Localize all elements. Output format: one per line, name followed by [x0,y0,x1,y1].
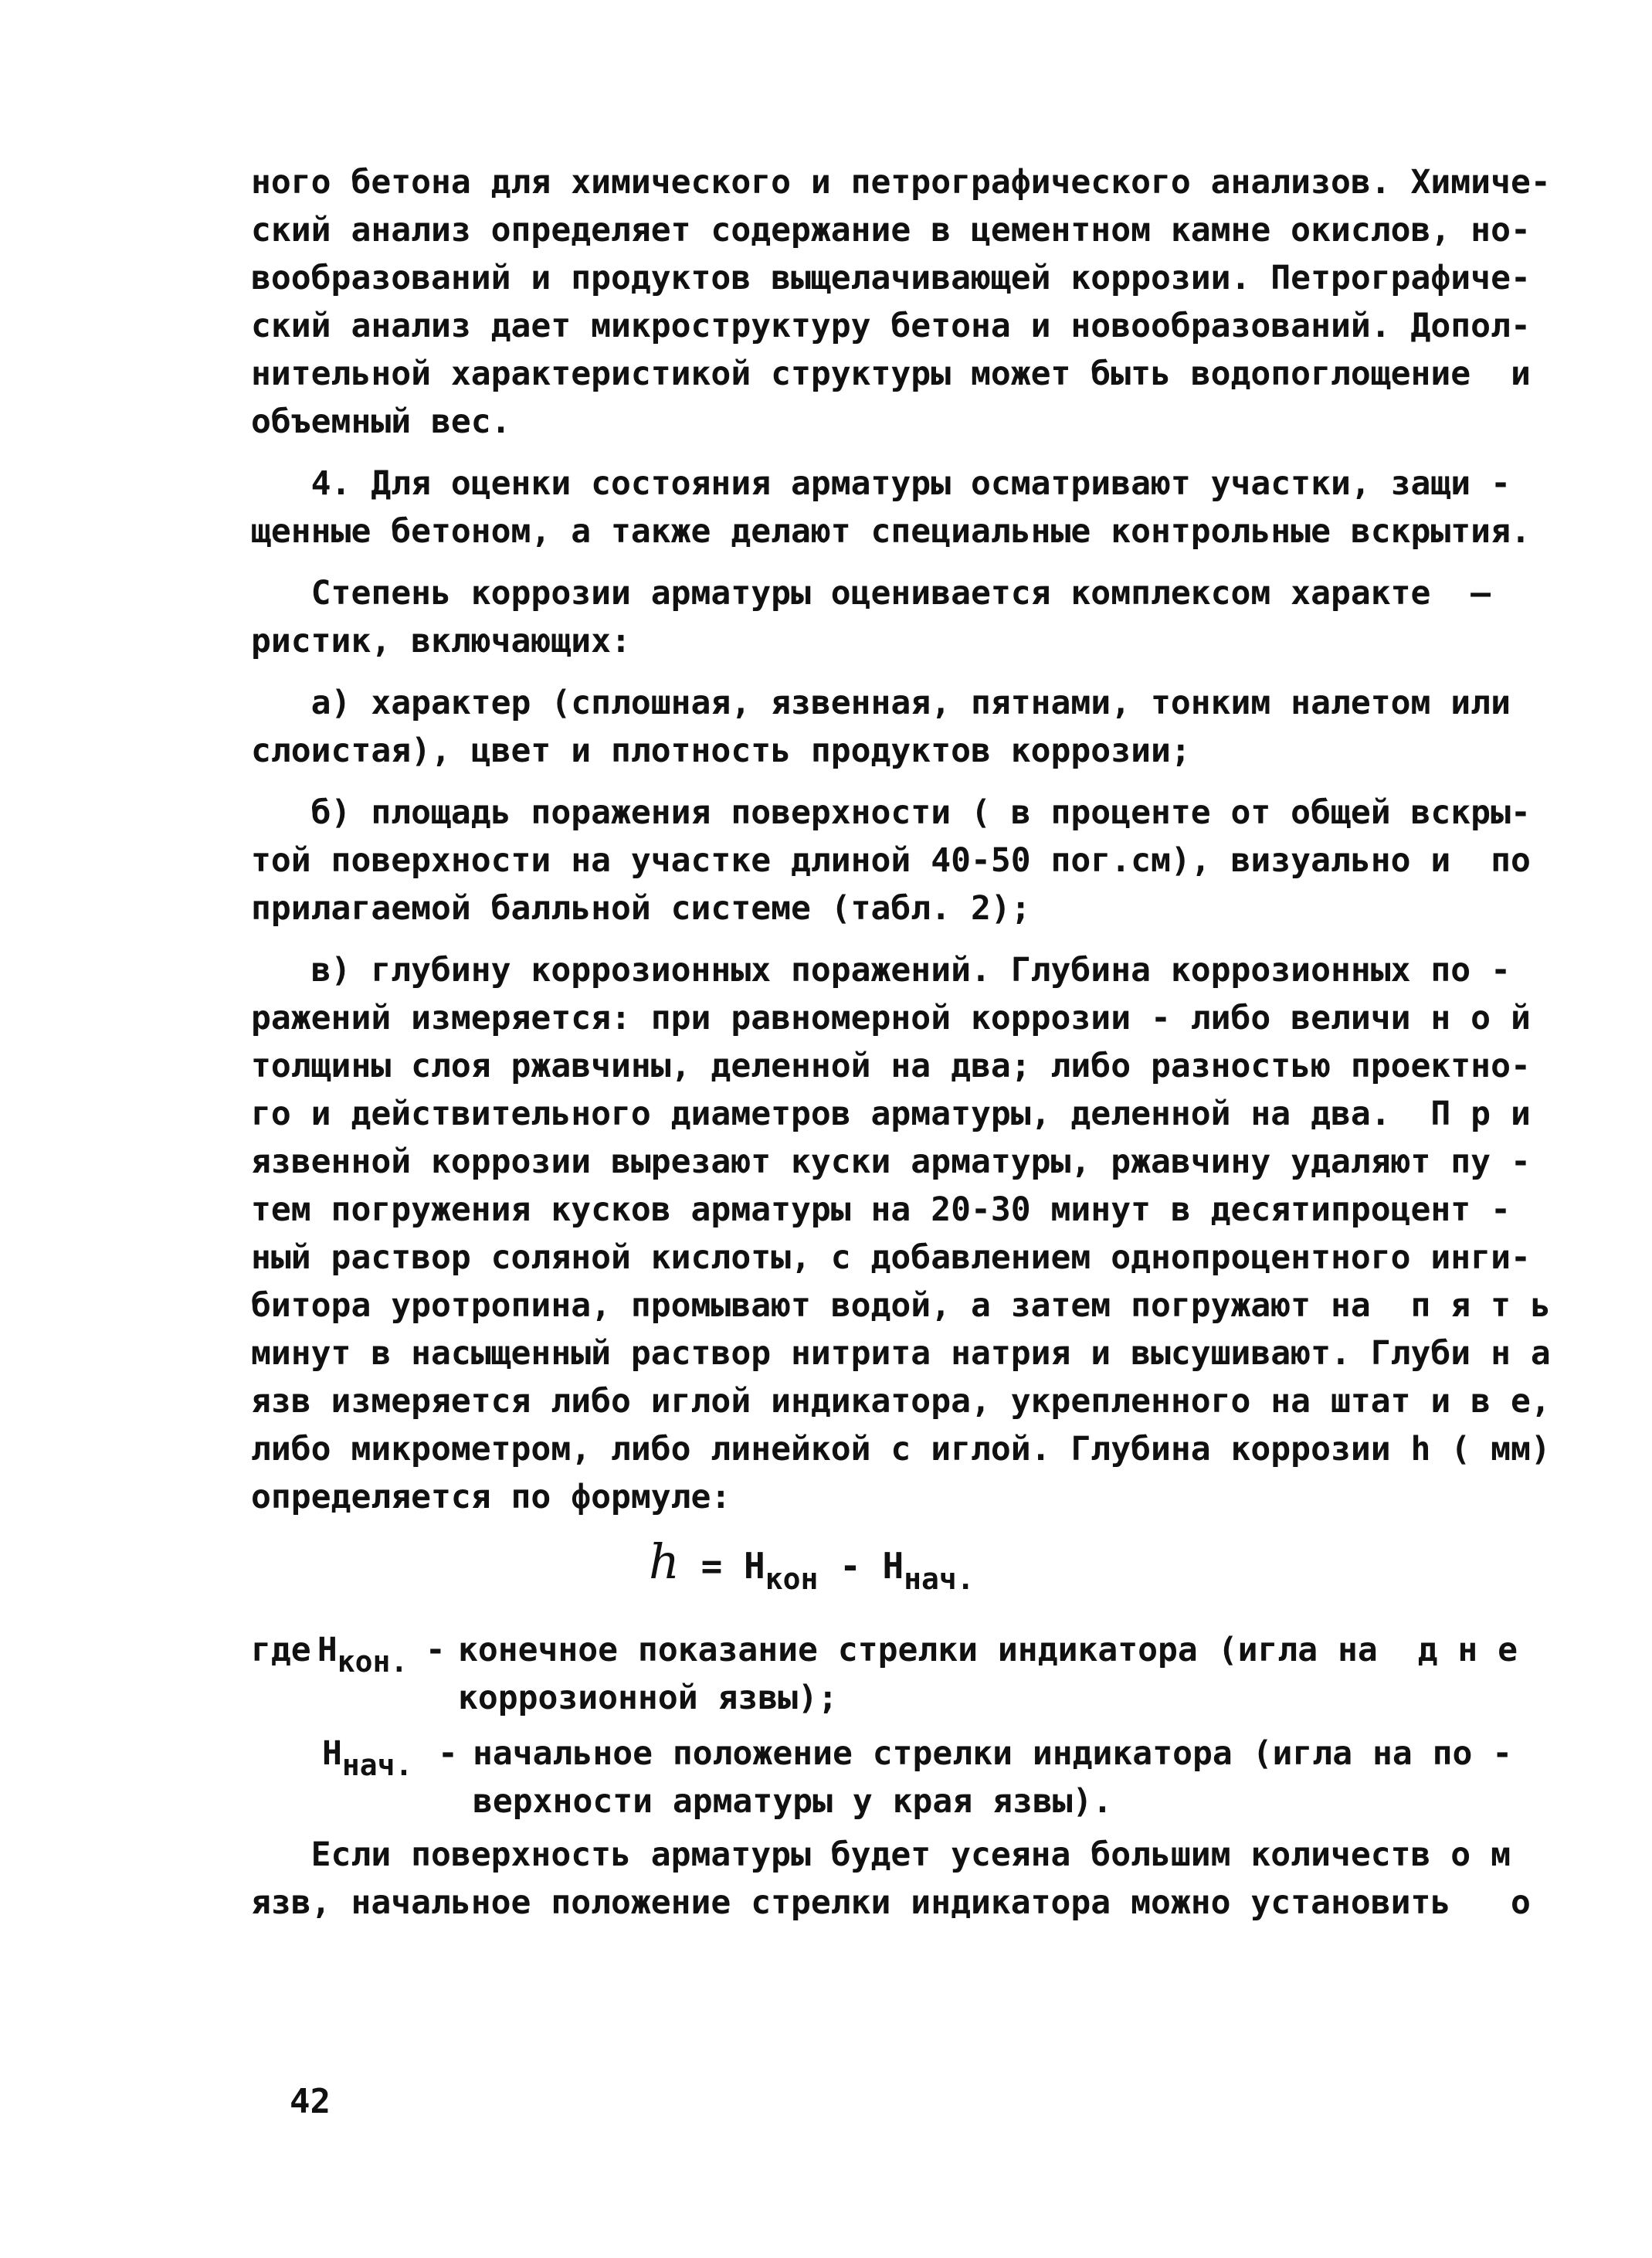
formula-sub-initial: нач. [904,1562,975,1596]
body-text [251,158,1551,1521]
text-line: определяется по формуле: [251,1478,731,1516]
symbol-sub: нач. [341,1748,413,1782]
text-line: коррозионной язвы); [457,1679,838,1717]
text-line: ский анализ определяет содержание в цементном камне окислов, но- [251,211,1531,250]
text-line: вообразований и продуктов выщелачивающей коррозии. Петрографиче- [251,259,1531,297]
paragraph-item-v [251,946,1551,1521]
text-line: язв, начальное положение стрелки индикатора можно установить о [251,1883,1531,1922]
formula-equals: = [679,1545,745,1587]
formula-sub-final: кон [765,1562,819,1596]
definition-symbol [322,1730,438,1825]
formula-definitions [251,1626,1518,1833]
text-line: ристик, включающих: [251,622,631,660]
definition-dash: - [425,1631,446,1669]
text-line: ный раствор соляной кислоты, с добавлением однопроцентного инги- [251,1238,1531,1277]
text-line: ражений измеряется: при равномерной коррозии - либо величи н о й [251,999,1531,1037]
page-number: 42 [290,2082,331,2121]
text-line: битора уротропина, промывают водой, а затем погружают на п я т ь [251,1286,1551,1325]
text-line: б) площадь поражения поверхности ( в проценте от общей вскры- [251,793,1531,832]
symbol-H: H [322,1734,342,1773]
depth-formula [649,1533,975,1596]
definition-lead: где [251,1631,311,1669]
text-line: а) характер (сплошная, язвенная, пятнами, тонким налетом или [251,684,1511,722]
formula-minus: - [818,1545,883,1587]
text-line: ного бетона для химического и петрографического анализов. Химиче- [251,163,1551,202]
paragraph-corrosion-degree [251,569,1518,665]
text-line: прилагаемой балльной системе (табл. 2); [251,889,1031,928]
text-line: язв измеряется либо иглой индикатора, укрепленного на штат и в е, [251,1382,1551,1421]
text-line: в) глубину коррозионных поражений. Глубина коррозионных по - [251,951,1511,990]
symbol-H: H [317,1631,338,1669]
definition-dash: - [438,1734,458,1773]
definition-symbol [317,1626,426,1722]
text-line: нительной характеристикой структуры может быть водопоглощение и [251,355,1531,393]
definition-text [473,1730,1518,1825]
paragraph-item-b [251,789,1531,932]
paragraph-item-a [251,679,1518,775]
text-line: объемный вес. [251,402,511,441]
text-line: толщины слоя ржавчины, деленной на два; либо разностью проектно- [251,1047,1531,1085]
text-line: Степень коррозии арматуры оценивается комплексом характе — [251,574,1491,613]
formula-H-initial: H [882,1545,904,1587]
definition-final [251,1626,1518,1722]
text-line: Если поверхность арматуры будет усеяна большим количеств о м [251,1835,1511,1874]
text-line: слоистая), цвет и плотность продуктов коррозии; [251,732,1191,770]
formula-H-final: H [744,1545,765,1587]
text-line: тем погружения кусков арматуры на 20-30 минут в десятипроцент - [251,1190,1511,1229]
definition-text [458,1626,1518,1722]
text-line: той поверхности на участке длиной 40-50 пог.см), визуально и по [251,841,1531,880]
text-line: щенные бетоном, а также делают специальные контрольные вскрытия. [251,512,1531,551]
paragraph-tail [251,1831,1531,1927]
text-line: верхности арматуры у края язвы). [473,1782,1113,1821]
text-line: 4. Для оценки состояния арматуры осматривают участки, защи - [251,464,1511,503]
text-line: начальное положение стрелки индикатора (игла на по - [473,1734,1513,1773]
text-line: конечное показание стрелки индикатора (игла на д н е [457,1631,1518,1669]
paragraph-analysis [251,158,1551,446]
text-line: ский анализ дает микроструктуру бетона и новообразований. Допол- [251,307,1531,345]
paragraph-item-4 [251,460,1531,555]
symbol-sub: кон. [337,1645,409,1679]
text-line: го и действительного диаметров арматуры, деленной на два. П р и [251,1095,1531,1133]
formula-h: h [649,1533,680,1590]
text-line: минут в насыщенный раствор нитрита натрия и высушивают. Глуби н а [251,1334,1551,1373]
definition-initial [251,1730,1518,1825]
text-line: язвенной коррозии вырезают куски арматуры, ржавчину удаляют пу - [251,1143,1531,1181]
text-line: либо микрометром, либо линейкой с иглой. Глубина коррозии h ( мм) [251,1430,1551,1469]
